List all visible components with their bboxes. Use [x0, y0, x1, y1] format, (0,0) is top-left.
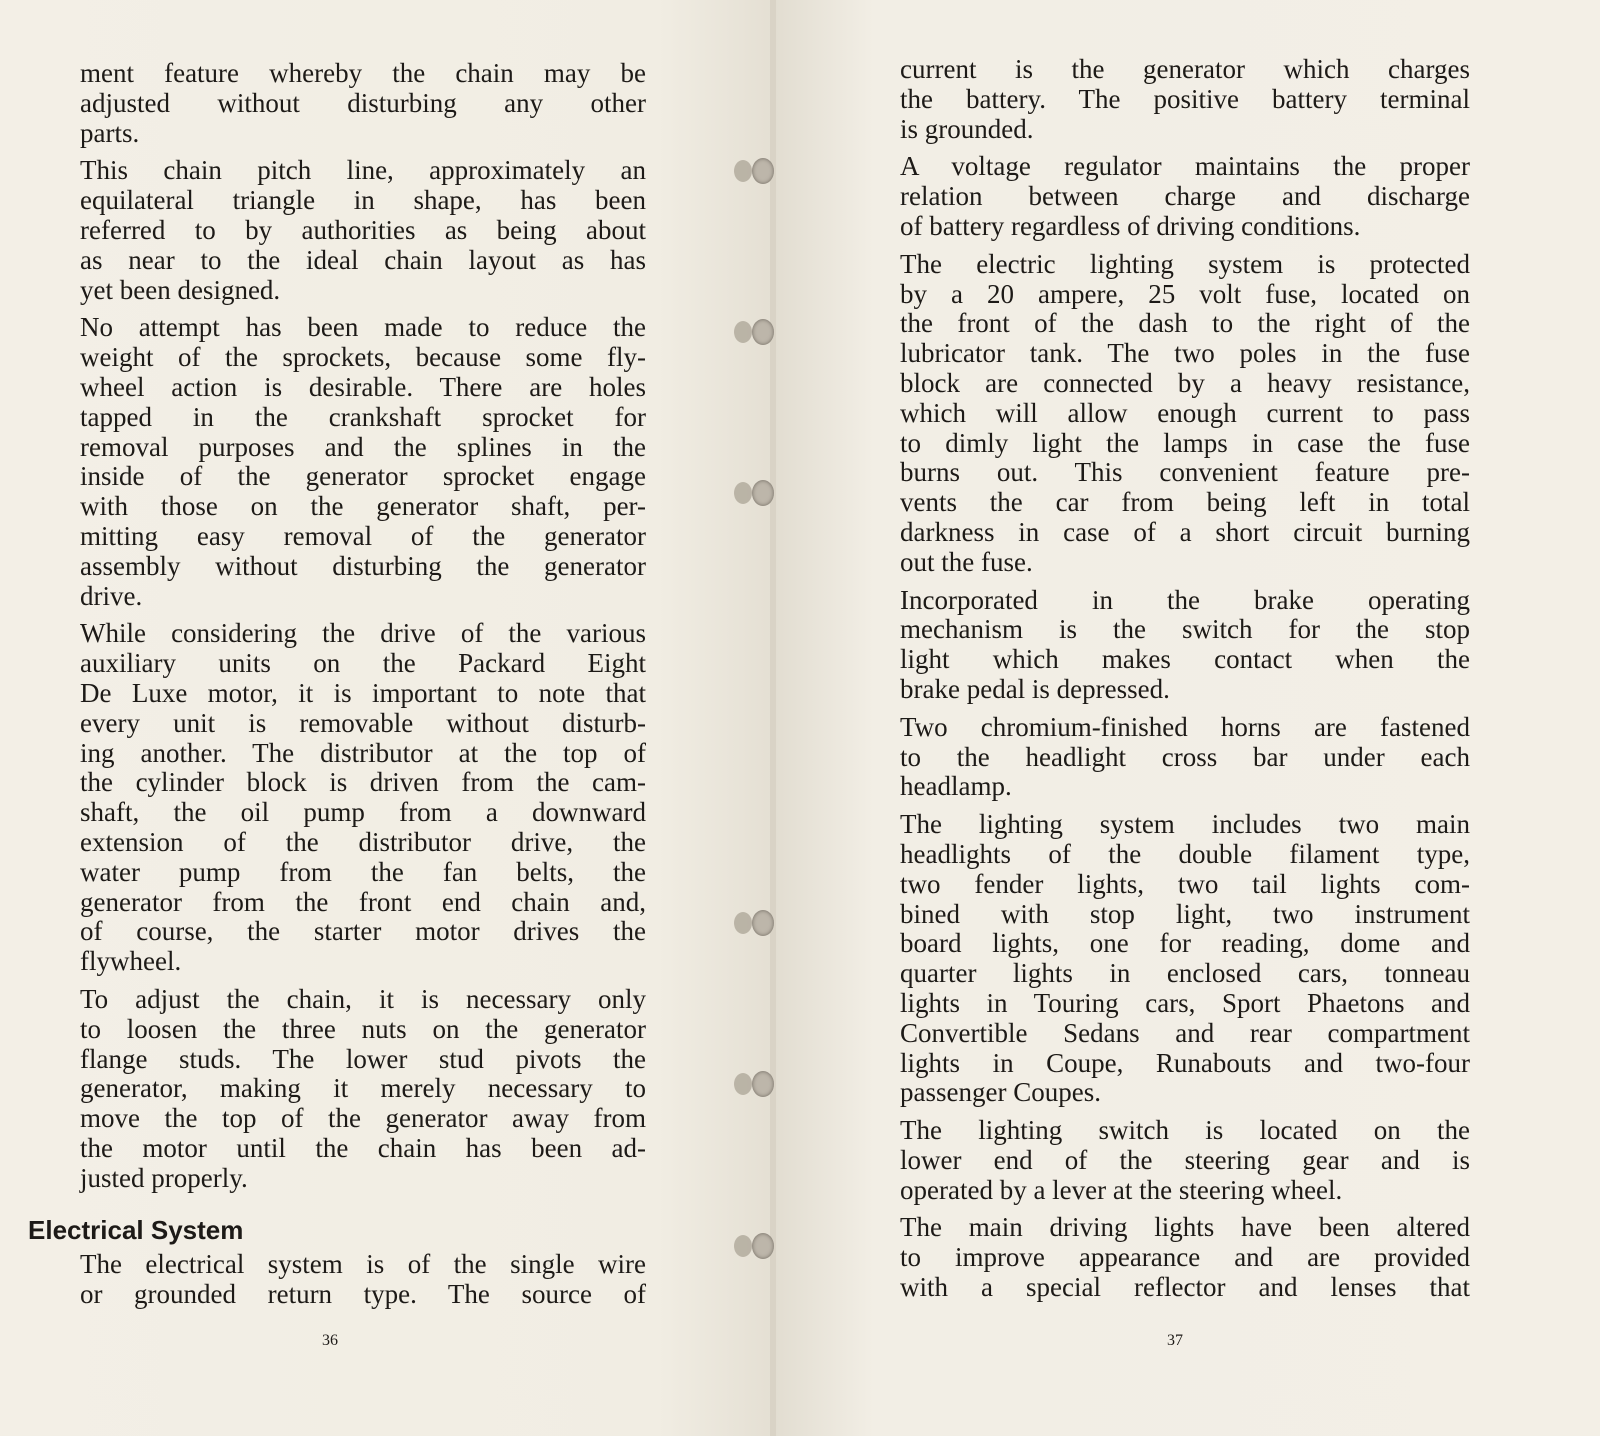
- text-line: headlights of the double filament type,: [900, 838, 1470, 869]
- text-line: lights in Coupe, Runabouts and two-four: [900, 1047, 1470, 1078]
- paragraph: [80, 156, 646, 305]
- text-line: light which makes contact when the: [900, 644, 1470, 675]
- text-line: headlamp.: [900, 771, 1012, 802]
- text-line: of course, the starter motor drives the: [80, 916, 646, 947]
- text-line: move the top of the generator away from: [80, 1103, 646, 1134]
- binding-hole-icon: [752, 158, 774, 184]
- text-line: the motor until the chain has been ad-: [80, 1132, 646, 1163]
- text-line: The electrical system is of the single wire: [80, 1249, 646, 1280]
- text-line: quarter lights in enclosed cars, tonneau: [900, 958, 1470, 989]
- paragraph: [900, 1213, 1470, 1302]
- paragraph: [80, 59, 646, 148]
- text-line: lower end of the steering gear and is: [900, 1144, 1470, 1175]
- text-line: two fender lights, two tail lights com-: [900, 868, 1470, 899]
- right-page-text: [900, 55, 1470, 1311]
- binding-hole-icon: [752, 1071, 774, 1097]
- text-line: by a 20 ampere, 25 volt fuse, located on: [900, 278, 1470, 309]
- text-line: board lights, one for reading, dome and: [900, 928, 1470, 959]
- text-line: The lighting system includes two main: [900, 809, 1470, 840]
- text-line: darkness in case of a short circuit burning: [900, 516, 1470, 547]
- text-line: water pump from the fan belts, the: [80, 856, 646, 887]
- text-line: referred to by authorities as being about: [80, 214, 646, 245]
- text-line: The electric lighting system is protected: [900, 248, 1470, 279]
- text-line: No attempt has been made to reduce the: [80, 312, 646, 343]
- text-line: Convertible Sedans and rear compartment: [900, 1017, 1470, 1048]
- binding-hole-icon: [752, 910, 774, 936]
- text-line: This chain pitch line, approximately an: [80, 155, 646, 186]
- paragraph: [900, 250, 1470, 578]
- text-line: removal purposes and the splines in the: [80, 431, 646, 462]
- text-line: flange studs. The lower stud pivots the: [80, 1043, 646, 1074]
- text-line: yet been designed.: [80, 274, 281, 305]
- paragraph: [80, 619, 646, 977]
- text-line: to improve appearance and are provided: [900, 1242, 1470, 1273]
- paragraph: [900, 810, 1470, 1108]
- text-line: ment feature whereby the chain may be: [80, 58, 646, 88]
- text-line: shaft, the oil pump from a downward: [80, 797, 646, 828]
- text-line: While considering the drive of the various: [80, 618, 646, 649]
- text-line: generator from the front end chain and,: [80, 886, 646, 917]
- text-line: or grounded return type. The source of: [80, 1279, 646, 1310]
- text-line: justed properly.: [80, 1162, 248, 1193]
- text-line: Incorporated in the brake operating: [900, 584, 1470, 615]
- paragraph: [900, 586, 1470, 705]
- binding-hole-icon: [752, 319, 774, 345]
- text-line: block are connected by a heavy resistance,: [900, 367, 1470, 398]
- text-line: equilateral triangle in shape, has been: [80, 185, 646, 216]
- text-line: as near to the ideal chain layout as has: [80, 244, 646, 275]
- text-line: to loosen the three nuts on the generator: [80, 1013, 646, 1044]
- text-line: to the headlight cross bar under each: [900, 741, 1470, 772]
- text-line: brake pedal is depressed.: [900, 673, 1170, 704]
- text-line: bined with stop light, two instrument: [900, 898, 1470, 929]
- text-line: Two chromium-finished horns are fastened: [900, 711, 1470, 742]
- text-line: the front of the dash to the right of the: [900, 308, 1470, 339]
- text-line: passenger Coupes.: [900, 1077, 1101, 1108]
- text-line: tapped in the crankshaft sprocket for: [80, 401, 646, 432]
- text-line: weight of the sprockets, because some fly-: [80, 342, 646, 373]
- text-line: parts.: [80, 117, 140, 148]
- text-line: lights in Touring cars, Sport Phaetons and: [900, 987, 1470, 1018]
- text-line: burns out. This convenient feature pre-: [900, 457, 1470, 488]
- text-line: with a special reflector and lenses that: [900, 1272, 1470, 1303]
- text-line: every unit is removable without disturb-: [80, 707, 646, 738]
- text-line: the battery. The positive battery terminal: [900, 83, 1470, 114]
- paragraph: [80, 985, 646, 1194]
- paragraph: [900, 1116, 1470, 1205]
- text-line: which will allow enough current to pass: [900, 397, 1470, 428]
- text-line: adjusted without disturbing any other: [80, 87, 646, 118]
- text-line: wheel action is desirable. There are holes: [80, 371, 646, 402]
- text-line: of battery regardless of driving conditions.: [900, 210, 1361, 241]
- text-line: De Luxe motor, it is important to note that: [80, 677, 646, 708]
- left-page: [0, 0, 775, 1436]
- text-line: auxiliary units on the Packard Eight: [80, 648, 646, 679]
- binding-hole-icon: [752, 1233, 774, 1259]
- text-line: current is the generator which charges: [900, 54, 1470, 84]
- text-line: drive.: [80, 580, 143, 611]
- text-line: The lighting switch is located on the: [900, 1115, 1470, 1146]
- text-line: extension of the distributor drive, the: [80, 826, 646, 857]
- text-line: vents the car from being left in total: [900, 487, 1470, 518]
- text-line: to dimly light the lamps in case the fuse: [900, 427, 1470, 458]
- page-number: 37: [1167, 1332, 1183, 1349]
- page-number: 36: [322, 1332, 338, 1349]
- text-line: the cylinder block is driven from the cam-: [80, 767, 646, 798]
- text-line: out the fuse.: [900, 546, 1033, 577]
- paragraph: [80, 313, 646, 611]
- binding-hole-icon: [752, 480, 774, 506]
- text-line: To adjust the chain, it is necessary only: [80, 983, 646, 1014]
- section-heading: Electrical System: [28, 1215, 244, 1246]
- text-line: relation between charge and discharge: [900, 181, 1470, 212]
- paragraph: [900, 152, 1470, 241]
- text-line: mitting easy removal of the generator: [80, 520, 646, 551]
- text-line: A voltage regulator maintains the proper: [900, 151, 1470, 182]
- text-line: flywheel.: [80, 946, 182, 977]
- paragraph: [900, 713, 1470, 802]
- text-line: generator, making it merely necessary to: [80, 1073, 646, 1104]
- text-line: is grounded.: [900, 113, 1034, 144]
- right-page: [775, 0, 1600, 1436]
- text-line: mechanism is the switch for the stop: [900, 614, 1470, 645]
- text-line: lubricator tank. The two poles in the fuse: [900, 338, 1470, 369]
- text-line: assembly without disturbing the generator: [80, 550, 646, 581]
- left-page-text: [28, 58, 646, 1318]
- text-line: ing another. The distributor at the top of: [80, 737, 646, 768]
- text-line: inside of the generator sprocket engage: [80, 461, 646, 492]
- book-spine: [770, 0, 776, 1436]
- text-line: The main driving lights have been altered: [900, 1212, 1470, 1243]
- text-line: operated by a lever at the steering wheel.: [900, 1174, 1343, 1205]
- paragraph: [80, 1250, 646, 1310]
- paragraph: [900, 55, 1470, 144]
- text-line: with those on the generator shaft, per-: [80, 491, 646, 522]
